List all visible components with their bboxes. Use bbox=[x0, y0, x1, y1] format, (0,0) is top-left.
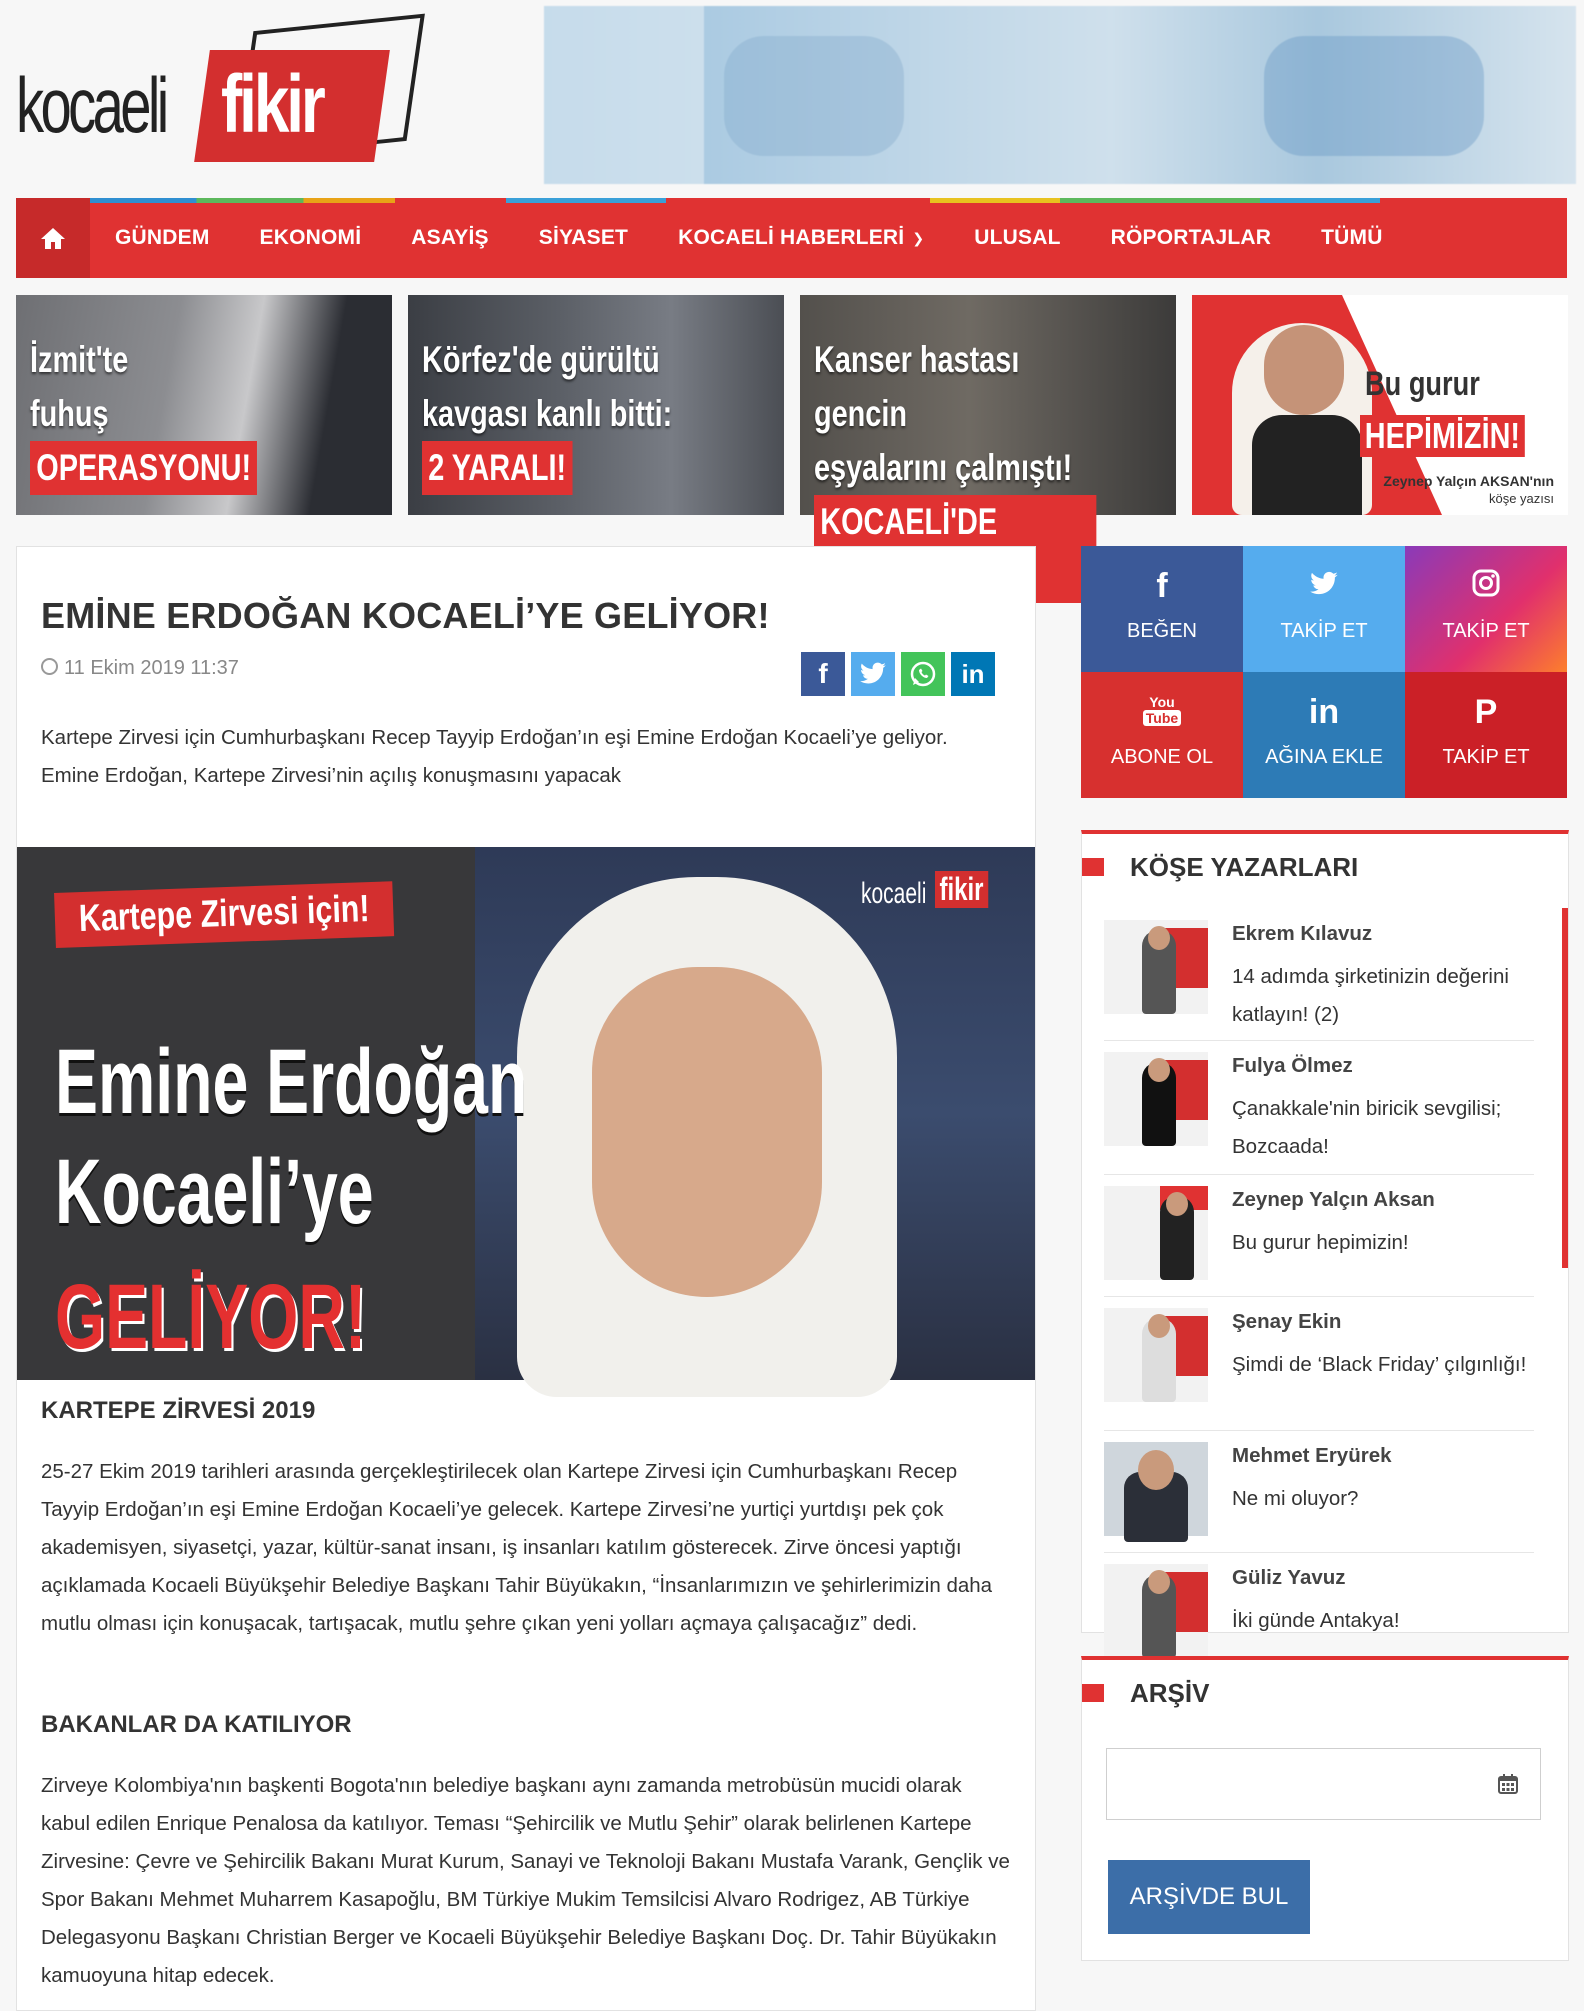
tile-line: fuhuş bbox=[30, 393, 109, 434]
promo-line: Bu gurur bbox=[1365, 365, 1480, 403]
tile-line: eşyalarını çalmıştı! bbox=[814, 447, 1073, 488]
columnist-post-link[interactable]: Şimdi de ‘Black Friday’ çılgınlığı! bbox=[1232, 1353, 1527, 1376]
columnists-widget bbox=[1081, 830, 1569, 1633]
columnist-item[interactable] bbox=[1104, 1552, 1534, 1672]
columnist-body bbox=[1252, 415, 1362, 515]
hero-line: Emine Erdoğan bbox=[55, 1031, 528, 1133]
nav-color-strip bbox=[506, 198, 666, 203]
calendar-button[interactable] bbox=[1476, 1748, 1541, 1820]
tile-highlight: 2 YARALI! bbox=[422, 441, 572, 495]
twitter-icon bbox=[1243, 568, 1405, 604]
nav-color-strip bbox=[90, 198, 395, 203]
hero-highlight: GELİYOR! bbox=[55, 1266, 367, 1368]
youtube-icon: You Tube bbox=[1081, 694, 1243, 726]
widget-marker bbox=[1082, 858, 1104, 876]
columnist-name: Mehmet Eryürek bbox=[1232, 1444, 1392, 1467]
social-linkedin[interactable] bbox=[1243, 672, 1405, 798]
tile-line: kavgası kanlı bitti: bbox=[422, 393, 673, 434]
social-label: BEĞEN bbox=[1126, 620, 1198, 642]
site-logo[interactable] bbox=[16, 18, 406, 168]
columnist-face bbox=[1264, 325, 1344, 415]
column-promo-tile[interactable] bbox=[1192, 295, 1568, 515]
main-nav bbox=[16, 198, 1567, 278]
archive-search-button[interactable]: ARŞİVDE BUL bbox=[1108, 1860, 1310, 1934]
social-label: TAKİP ET bbox=[1280, 620, 1368, 642]
share-whatsapp-button[interactable] bbox=[901, 652, 945, 696]
social-youtube[interactable] bbox=[1081, 672, 1243, 798]
nav-item-asayis[interactable]: ASAYİŞ bbox=[411, 226, 489, 249]
share-twitter-button[interactable] bbox=[851, 652, 895, 696]
article-date bbox=[41, 657, 239, 680]
hero-headline bbox=[55, 1027, 527, 1247]
promo-highlight: HEPİMİZİN! bbox=[1360, 415, 1525, 457]
date-text: 11 Ekim 2019 11:37 bbox=[64, 657, 239, 679]
section-heading: KARTEPE ZİRVESİ 2019 bbox=[41, 1397, 316, 1424]
columnist-post-link[interactable]: Ne mi oluyor? bbox=[1232, 1487, 1359, 1510]
chevron-down-icon: ❯ bbox=[912, 229, 925, 246]
columnist-name: Zeynep Yalçın Aksan bbox=[1232, 1188, 1435, 1211]
columnist-avatar bbox=[1104, 1186, 1208, 1280]
promo-author: Zeynep Yalçın AKSAN'nın bbox=[1383, 473, 1554, 489]
news-tile[interactable] bbox=[408, 295, 784, 515]
social-label: TAKİP ET bbox=[1442, 620, 1530, 642]
widget-title: ARŞİV bbox=[1130, 1678, 1210, 1708]
nav-item-tumu[interactable]: TÜMÜ bbox=[1321, 226, 1383, 249]
tile-line: İzmit'te bbox=[30, 339, 129, 380]
tile-highlight: KOCAELİ'DE bbox=[814, 495, 1096, 603]
share-facebook-button[interactable] bbox=[801, 652, 845, 696]
nav-item-ekonomi[interactable]: EKONOMİ bbox=[259, 226, 362, 249]
banner-blob bbox=[1264, 36, 1484, 156]
linkedin-icon: in bbox=[961, 658, 985, 689]
promo-author-sub: köşe yazısı bbox=[1488, 491, 1554, 506]
logo-fikir-text: fikir bbox=[221, 59, 323, 150]
columnist-avatar bbox=[1104, 1564, 1208, 1658]
nav-color-strip bbox=[1260, 198, 1380, 203]
nav-color-strip bbox=[1060, 198, 1260, 203]
hero-tag: Kartepe Zirvesi için! bbox=[54, 881, 394, 948]
social-label: AĞINA EKLE bbox=[1265, 746, 1383, 768]
social-instagram[interactable] bbox=[1405, 546, 1567, 672]
article-paragraph: 25-27 Ekim 2019 tarihleri arasında gerçekleştirilecek olan Kartepe Zirvesi için Cumhurbaşkanı Recep Tayyip Erdoğan’ın eşi Emine Erdoğan Kocaeli’ye gelecek. Kartepe Zirvesi’ne yurtiçi yurtdışı pek çok akademisyen, siyasetçi, yazar, kültür-sanat insanı, iş insanları katılım gösterecek. Zirve öncesi yaptığı açıklamada Kocaeli Büyükşehir Belediye Başkanı Tahir Büyükakın, “İnsanlarımızın ve şehirlerimizin daha mutlu olması için konuşacak, tartışacak, mutlu şehre çıkan yeni yolları açmaya çalışacağız” dedi. bbox=[41, 1460, 993, 1635]
hero-line: Kocaeli’ye bbox=[55, 1141, 374, 1243]
nav-item-siyaset[interactable]: SİYASET bbox=[538, 226, 629, 249]
avatar-head bbox=[1148, 1314, 1170, 1338]
columnist-post-link[interactable]: Bu gurur hepimizin! bbox=[1232, 1231, 1409, 1254]
social-label: TAKİP ET bbox=[1442, 746, 1530, 768]
columnist-avatar bbox=[1104, 1308, 1208, 1402]
article-card bbox=[16, 546, 1036, 2011]
facebook-icon: f bbox=[1156, 567, 1168, 605]
widget-marker bbox=[1082, 1684, 1104, 1702]
whatsapp-icon bbox=[909, 660, 937, 688]
columnist-name: Güliz Yavuz bbox=[1232, 1566, 1346, 1589]
columnist-post-link[interactable]: 14 adımda şirketinizin değerini katlayın! (2) bbox=[1232, 965, 1509, 1026]
article-paragraph: Zirveye Kolombiya'nın başkenti Bogota'nın belediye başkanı aynı zamanda metrobüsün mucidi olarak kabul edilen Enrique Penalosa da katılıyor. Teması “Şehircilik ve Mutlu Şehir” olarak belirlenen Kartepe Zirvesine: Çevre ve Şehircilik Bakanı Murat Kurum, Sanayi ve Teknoloji Bakanı Mustafa Varank, Gençlik ve Spor Bakanı Mehmet Muharrem Kasapoğlu, BM Türkiye Mukim Temsilcisi Alvaro Rodrigez, AB Türkiye Delegasyonu Başkanı Christian Berger ve Kocaeli Büyükşehir Belediye Başkanı Doç. Dr. Tahir Büyükakın kamuoyuna hitap edecek. bbox=[41, 1774, 1010, 1987]
nav-item-roportajlar[interactable]: RÖPORTAJLAR bbox=[1110, 226, 1272, 249]
columnist-list[interactable] bbox=[1082, 908, 1568, 1632]
columnist-avatar bbox=[1104, 920, 1208, 1014]
tile-highlight: OPERASYONU! bbox=[30, 441, 257, 495]
columnist-post-link[interactable]: İki günde Antakya! bbox=[1232, 1609, 1400, 1632]
tile-headline bbox=[30, 333, 257, 495]
social-label: ABONE OL bbox=[1110, 746, 1214, 768]
columnist-name: Ekrem Kılavuz bbox=[1232, 922, 1373, 945]
avatar-head bbox=[1148, 926, 1170, 950]
avatar-head bbox=[1166, 1192, 1188, 1216]
nav-item-label: KOCAELİ HABERLERİ bbox=[678, 226, 905, 249]
columnist-name: Şenay Ekin bbox=[1232, 1310, 1342, 1333]
avatar-head bbox=[1148, 1058, 1170, 1082]
pinterest-icon: P bbox=[1474, 693, 1498, 731]
scrollbar[interactable] bbox=[1562, 908, 1568, 1268]
news-tile[interactable] bbox=[800, 295, 1176, 542]
tile-headline bbox=[422, 333, 672, 495]
nav-item-kocaeli-haberleri[interactable] bbox=[653, 198, 949, 278]
news-tile[interactable] bbox=[16, 295, 392, 515]
ad-banner[interactable] bbox=[544, 6, 1576, 184]
columnist-item[interactable] bbox=[1104, 908, 1534, 1041]
columnist-item[interactable] bbox=[1104, 1174, 1534, 1297]
clock-icon bbox=[41, 658, 58, 675]
columnist-item[interactable] bbox=[1104, 1296, 1534, 1431]
tile-line: Kanser hastası gencin bbox=[814, 339, 1020, 434]
social-pinterest[interactable] bbox=[1405, 672, 1567, 798]
hero-face bbox=[592, 967, 822, 1297]
hero-watermark-logo bbox=[861, 867, 1011, 917]
hero-logo-right: fikir bbox=[935, 871, 988, 908]
columnist-post-link[interactable]: Çanakkale'nin biricik sevgilisi; Bozcaada! bbox=[1232, 1097, 1502, 1158]
nav-item-gundem[interactable]: GÜNDEM bbox=[115, 226, 210, 249]
columnist-item[interactable] bbox=[1104, 1040, 1534, 1175]
hero-logo-left: kocaeli bbox=[861, 877, 927, 910]
archive-date-input[interactable] bbox=[1106, 1748, 1478, 1820]
avatar-head bbox=[1138, 1450, 1174, 1490]
banner-blob bbox=[724, 36, 904, 156]
calendar-icon bbox=[1497, 1773, 1519, 1795]
social-twitter[interactable] bbox=[1243, 546, 1405, 672]
columnist-avatar bbox=[1104, 1052, 1208, 1146]
home-button[interactable] bbox=[16, 198, 90, 278]
instagram-icon bbox=[1405, 568, 1567, 604]
nav-color-strip bbox=[930, 198, 1060, 203]
article-lead: Kartepe Zirvesi için Cumhurbaşkanı Recep Tayyip Erdoğan’ın eşi Emine Erdoğan Kocaeli’ye geliyor. Emine Erdoğan, Kartepe Zirvesi’nin açılış konuşmasını yapacak bbox=[41, 726, 948, 787]
share-linkedin-button[interactable] bbox=[951, 652, 995, 696]
facebook-icon: f bbox=[818, 658, 828, 689]
banner-shade bbox=[544, 6, 704, 184]
archive-widget bbox=[1081, 1656, 1569, 1961]
home-icon bbox=[40, 226, 66, 250]
columnist-item[interactable] bbox=[1104, 1430, 1534, 1553]
article-hero-image bbox=[17, 847, 1035, 1380]
columnist-avatar bbox=[1104, 1442, 1208, 1536]
avatar-head bbox=[1148, 1570, 1170, 1594]
linkedin-icon: in bbox=[1308, 693, 1340, 731]
columnist-name: Fulya Ölmez bbox=[1232, 1054, 1353, 1077]
twitter-icon bbox=[859, 662, 887, 686]
logo-kocaeli-text: kocaeli bbox=[16, 61, 166, 149]
widget-title: KÖŞE YAZARLARI bbox=[1130, 852, 1359, 882]
social-facebook[interactable] bbox=[1081, 546, 1243, 672]
section-heading: BAKANLAR DA KATILIYOR bbox=[41, 1711, 352, 1738]
tile-line: Körfez'de gürültü bbox=[422, 339, 660, 380]
article-title: EMİNE ERDOĞAN KOCAELİ’YE GELİYOR! bbox=[41, 595, 770, 636]
nav-item-ulusal[interactable]: ULUSAL bbox=[974, 226, 1061, 249]
